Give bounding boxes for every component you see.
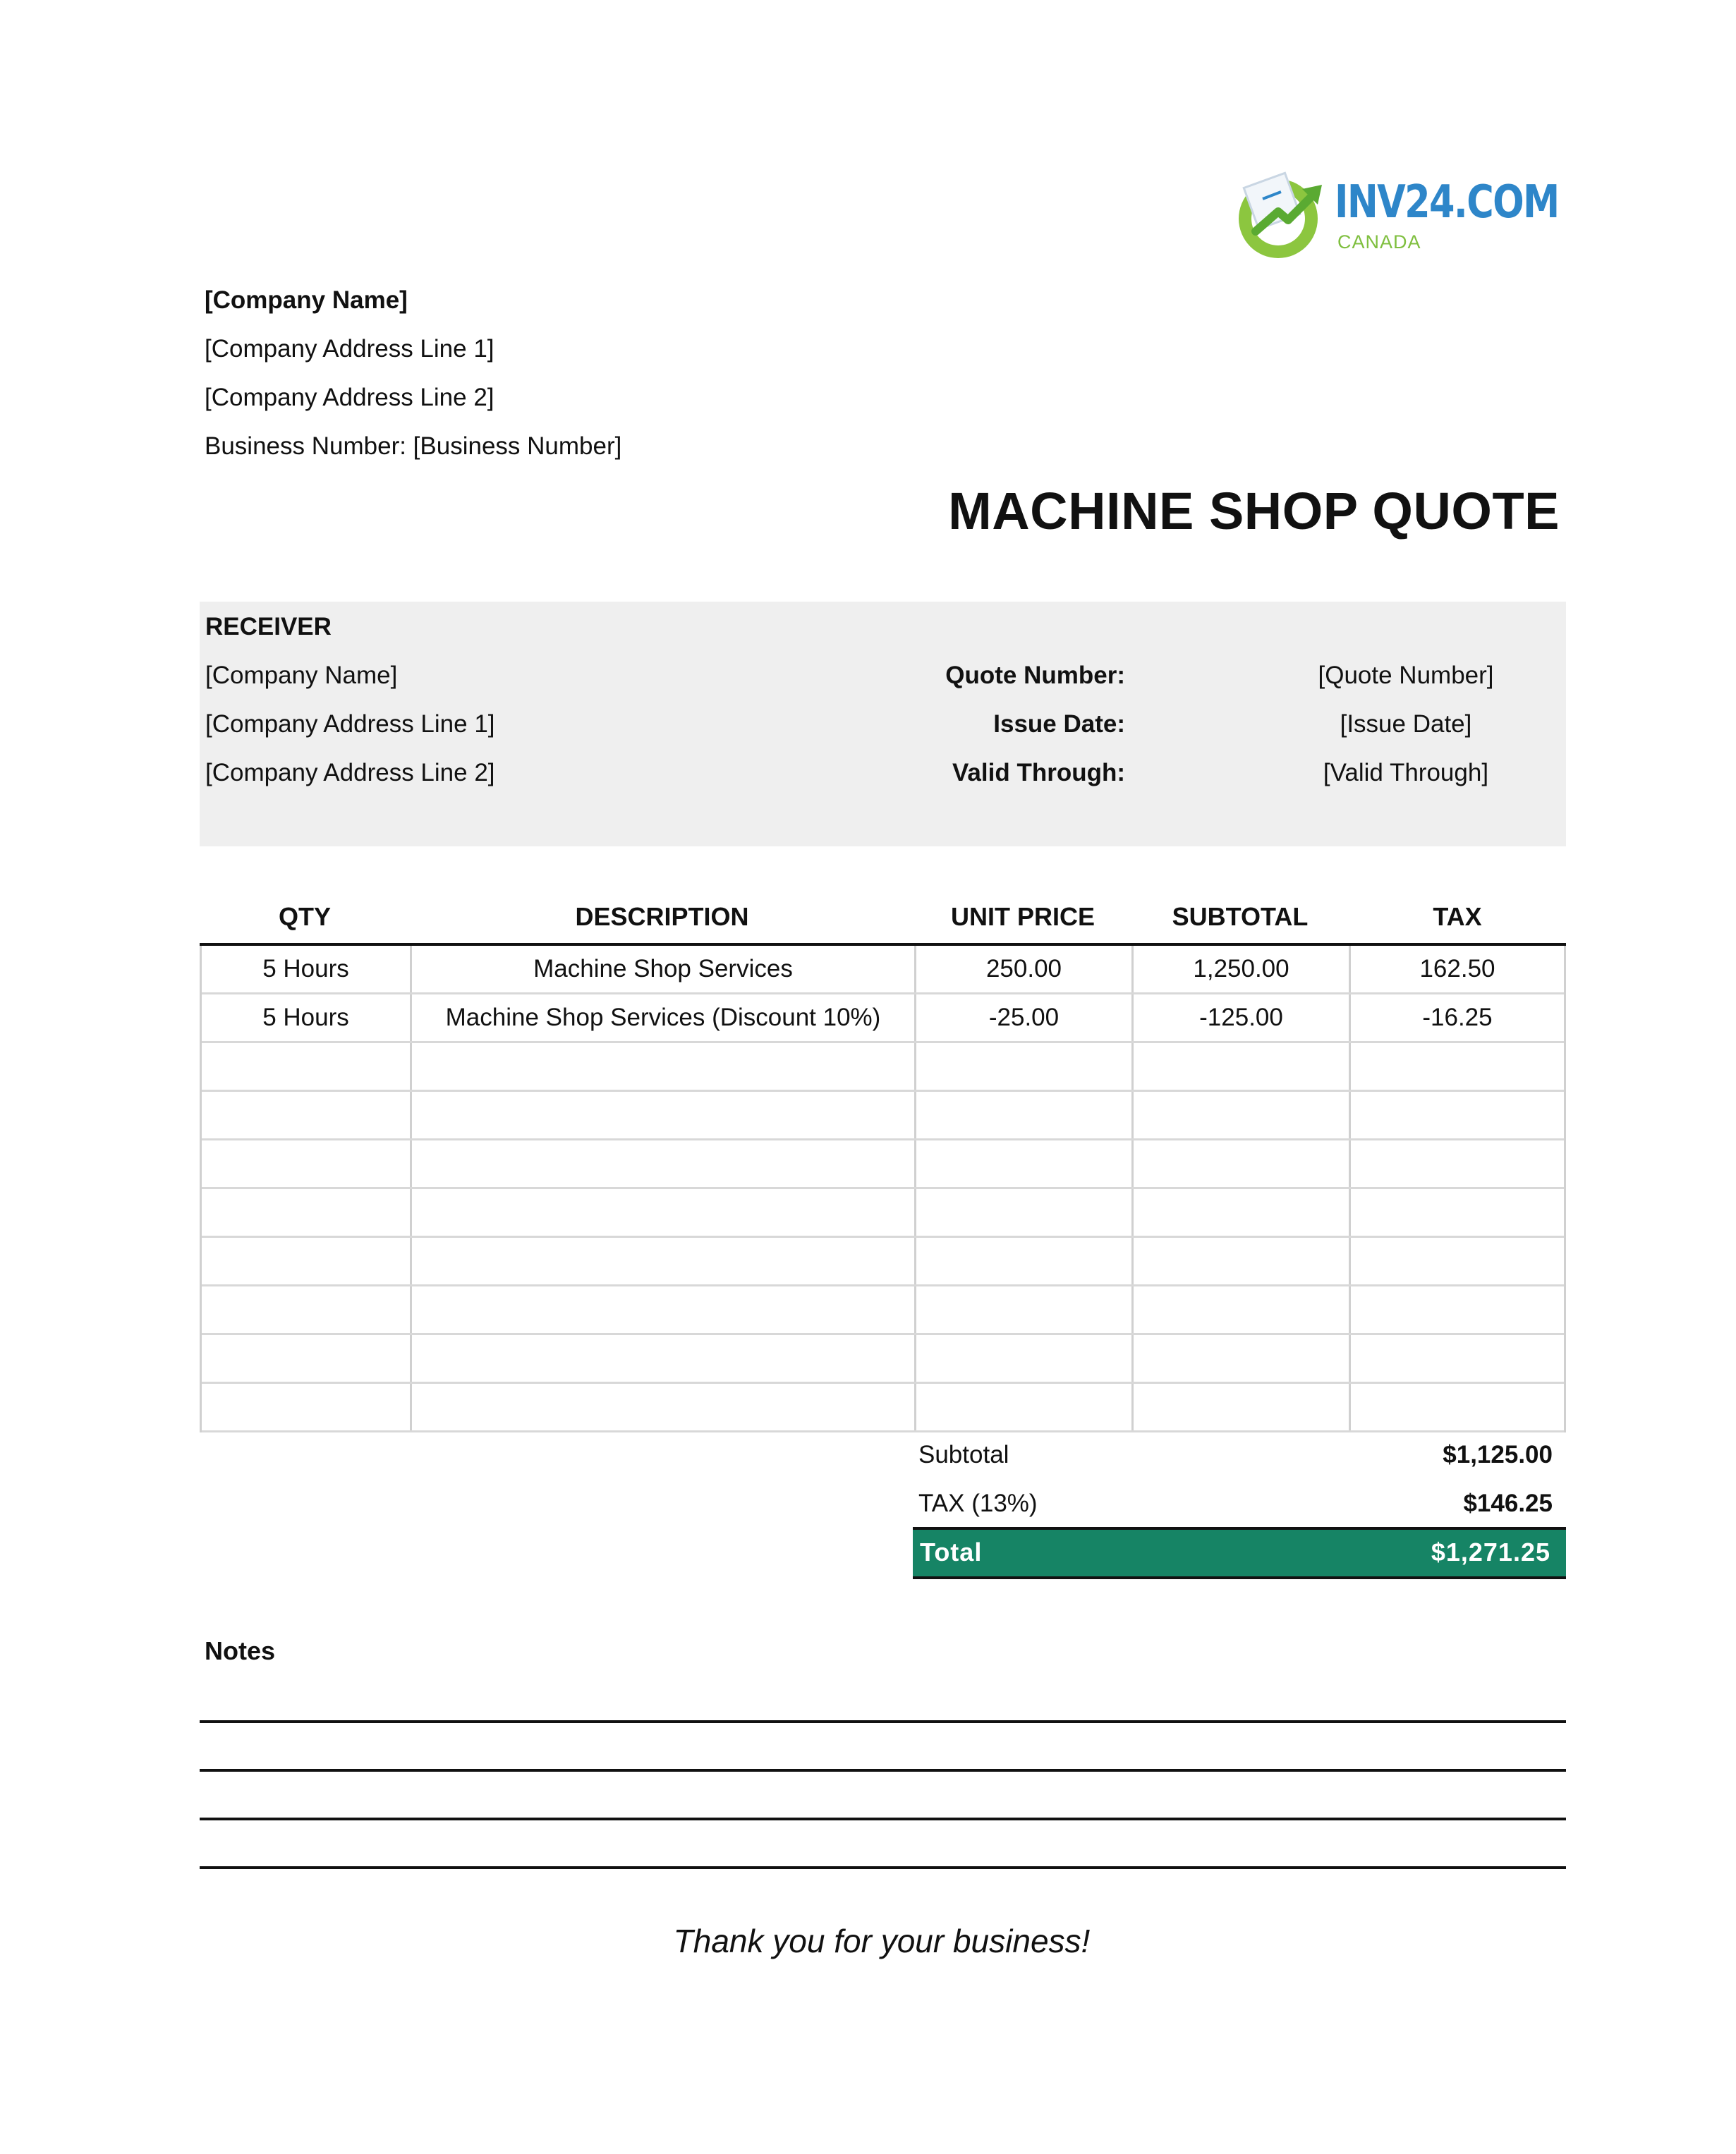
logo-subtitle: CANADA bbox=[1337, 231, 1421, 252]
cell-subtotal bbox=[1134, 1286, 1349, 1333]
cell-unit-price bbox=[916, 1140, 1131, 1187]
company-logo bbox=[1234, 169, 1559, 261]
cell-subtotal bbox=[1134, 1092, 1349, 1138]
receiver-address-line-2: [Company Address Line 2] bbox=[205, 759, 495, 786]
sender-address-line-1: [Company Address Line 1] bbox=[205, 335, 494, 363]
items-table bbox=[200, 892, 1566, 1432]
cell-subtotal bbox=[1134, 1335, 1349, 1382]
cell-tax bbox=[1351, 1043, 1564, 1090]
notes-line bbox=[200, 1769, 1566, 1772]
cell-qty bbox=[202, 1238, 410, 1284]
document-title: MACHINE SHOP QUOTE bbox=[948, 482, 1560, 540]
cell-unit-price bbox=[916, 1092, 1131, 1138]
cell-qty bbox=[202, 1140, 410, 1187]
cell-tax: -16.25 bbox=[1422, 1004, 1493, 1031]
cell-description bbox=[412, 1335, 914, 1382]
cell-description bbox=[412, 1092, 914, 1138]
subtotal-value: $1,125.00 bbox=[1443, 1441, 1553, 1468]
cell-description bbox=[412, 1286, 914, 1333]
table-row bbox=[202, 1140, 1564, 1189]
cell-unit-price bbox=[916, 1286, 1131, 1333]
receiver-company-name: [Company Name] bbox=[205, 662, 398, 689]
cell-qty bbox=[202, 1286, 410, 1333]
quote-number-value: [Quote Number] bbox=[1318, 662, 1494, 689]
cell-qty bbox=[202, 1335, 410, 1382]
sender-company-name: [Company Name] bbox=[205, 286, 408, 314]
notes-line bbox=[200, 1866, 1566, 1869]
table-header bbox=[200, 892, 1566, 946]
tax-value: $146.25 bbox=[1463, 1490, 1553, 1517]
cell-tax bbox=[1351, 1286, 1564, 1333]
logo-name: INV24.COM bbox=[1335, 176, 1559, 229]
cell-tax bbox=[1351, 1140, 1564, 1187]
total-bar bbox=[913, 1527, 1566, 1579]
cell-description bbox=[412, 1238, 914, 1284]
receiver-panel bbox=[200, 602, 1566, 846]
sender-address-line-2: [Company Address Line 2] bbox=[205, 384, 494, 411]
tax-label: TAX (13%) bbox=[918, 1490, 1038, 1517]
receiver-address-line-1: [Company Address Line 1] bbox=[205, 710, 495, 738]
cell-tax bbox=[1351, 1092, 1564, 1138]
cell-qty bbox=[202, 1384, 410, 1430]
table-row bbox=[202, 1238, 1564, 1286]
receiver-heading: RECEIVER bbox=[205, 613, 332, 640]
table-row bbox=[202, 994, 1564, 1043]
logo-mark-icon bbox=[1234, 169, 1333, 261]
notes-line bbox=[200, 1818, 1566, 1820]
cell-tax: 162.50 bbox=[1419, 955, 1495, 982]
sender-business-number: Business Number: [Business Number] bbox=[205, 432, 622, 460]
header-tax: TAX bbox=[1433, 902, 1482, 931]
table-row bbox=[202, 946, 1564, 994]
subtotal-label: Subtotal bbox=[918, 1441, 1009, 1468]
cell-subtotal bbox=[1134, 1043, 1349, 1090]
cell-subtotal: -125.00 bbox=[1199, 1004, 1283, 1031]
cell-qty: 5 Hours bbox=[262, 1004, 349, 1031]
cell-unit-price: 250.00 bbox=[985, 955, 1062, 982]
cell-description bbox=[412, 1140, 914, 1187]
cell-tax bbox=[1351, 1384, 1564, 1430]
table-body bbox=[200, 946, 1566, 1432]
valid-through-label: Valid Through: bbox=[952, 759, 1125, 786]
cell-unit-price bbox=[916, 1238, 1131, 1284]
cell-qty bbox=[202, 1189, 410, 1236]
notes-line bbox=[200, 1720, 1566, 1723]
cell-unit-price bbox=[916, 1043, 1131, 1090]
cell-tax bbox=[1351, 1238, 1564, 1284]
quote-number-label: Quote Number: bbox=[945, 662, 1125, 689]
total-label: Total bbox=[920, 1538, 983, 1566]
cell-qty bbox=[202, 1043, 410, 1090]
cell-description bbox=[412, 1384, 914, 1430]
header-unit-price: UNIT PRICE bbox=[950, 902, 1095, 931]
cell-description bbox=[412, 1043, 914, 1090]
table-row bbox=[202, 1286, 1564, 1335]
cell-qty bbox=[202, 1092, 410, 1138]
cell-qty: 5 Hours bbox=[262, 955, 349, 982]
issue-date-value: [Issue Date] bbox=[1340, 710, 1472, 738]
cell-subtotal bbox=[1134, 1238, 1349, 1284]
notes-label: Notes bbox=[205, 1636, 276, 1665]
cell-subtotal: 1,250.00 bbox=[1193, 955, 1289, 982]
total-value: $1,271.25 bbox=[1431, 1538, 1550, 1566]
cell-subtotal bbox=[1134, 1384, 1349, 1430]
cell-unit-price bbox=[916, 1189, 1131, 1236]
cell-unit-price bbox=[916, 1335, 1131, 1382]
table-row bbox=[202, 1092, 1564, 1140]
header-description: DESCRIPTION bbox=[575, 902, 749, 931]
table-row bbox=[202, 1043, 1564, 1092]
header-qty: QTY bbox=[278, 902, 331, 931]
cell-tax bbox=[1351, 1335, 1564, 1382]
cell-subtotal bbox=[1134, 1189, 1349, 1236]
issue-date-label: Issue Date: bbox=[993, 710, 1125, 738]
cell-description: Machine Shop Services (Discount 10%) bbox=[445, 1004, 881, 1031]
cell-tax bbox=[1351, 1189, 1564, 1236]
cell-description bbox=[412, 1189, 914, 1236]
cell-subtotal bbox=[1134, 1140, 1349, 1187]
table-row bbox=[202, 1189, 1564, 1238]
cell-unit-price bbox=[916, 1384, 1131, 1430]
table-row bbox=[202, 1335, 1564, 1384]
header-subtotal: SUBTOTAL bbox=[1172, 902, 1309, 931]
cell-description: Machine Shop Services bbox=[533, 955, 793, 982]
table-row bbox=[202, 1384, 1564, 1432]
thank-you-message: Thank you for your business! bbox=[673, 1923, 1091, 1959]
cell-unit-price: -25.00 bbox=[988, 1004, 1060, 1031]
valid-through-value: [Valid Through] bbox=[1323, 759, 1489, 786]
